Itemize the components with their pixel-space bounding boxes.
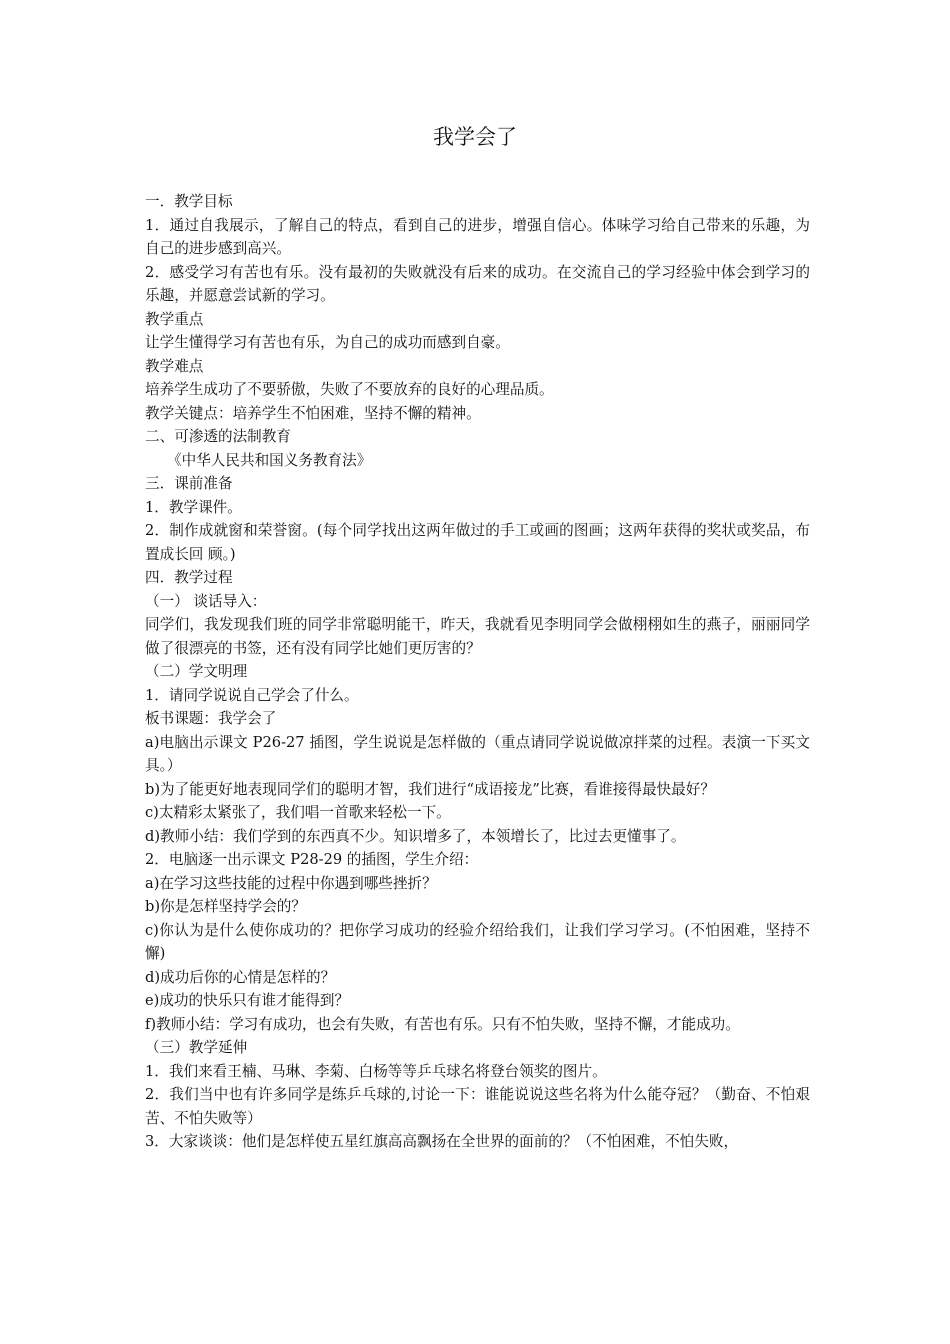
paragraph: 1．我们来看王楠、马琳、李菊、白杨等等乒乓球名将登台领奖的图片。 <box>145 1062 607 1080</box>
document-title: 我学会了 <box>433 125 517 149</box>
subheading: （三）教学延伸 <box>145 1039 248 1056</box>
paragraph: c)你认为是什么使你成功的？把你学习成功的经验介绍给我们，让我们学习学习。(不怕困难，坚持不懈) <box>145 921 810 962</box>
paragraph: 2．我们当中也有许多同学是练乒乓球的,讨论一下：谁能说说这些名将为什么能夺冠？（勤奋、不怕艰苦、不怕失败等） <box>145 1086 810 1127</box>
section-heading: 二、可渗透的法制教育 <box>145 428 291 445</box>
paragraph: 同学们，我发现我们班的同学非常聪明能干，昨天，我就看见李明同学会做栩栩如生的燕子，丽丽同学做了很漂亮的书签，还有没有同学比她们更厉害的？ <box>145 616 810 657</box>
paragraph: 让学生懂得学习有苦也有乐，为自己的成功而感到自豪。 <box>145 334 510 351</box>
paragraph: a)电脑出示课文 P26-27 插图，学生说说是怎样做的（重点请同学说说做凉拌菜的过程。表演一下买文具。） <box>145 733 810 774</box>
paragraph: b)你是怎样坚持学会的？ <box>145 898 306 915</box>
subheading: 教学重点 <box>145 310 204 328</box>
paragraph: 1．请同学说说自己学会了什么。 <box>145 686 359 704</box>
paragraph: 板书课题：我学会了 <box>145 710 277 727</box>
paragraph: 1．通过自我展示，了解自己的特点，看到自己的进步，增强自信心。体味学习给自己带来的乐趣，为自己的进步感到高兴。 <box>145 216 810 257</box>
subheading: （一） 谈话导入： <box>145 592 267 610</box>
paragraph: 2．制作成就窗和荣誉窗。(每个同学找出这两年做过的手工或画的图画；这两年获得的奖状或奖品，布置成长回 顾。) <box>145 522 810 563</box>
paragraph: 1．教学课件。 <box>145 498 242 516</box>
paragraph: 《中华人民共和国义务教育法》 <box>167 451 372 469</box>
subheading: （二）学文明理 <box>145 663 248 680</box>
paragraph: c)太精彩太紧张了，我们唱一首歌来轻松一下。 <box>145 804 451 821</box>
paragraph: e)成功的快乐只有谁才能得到？ <box>145 992 350 1009</box>
paragraph: d)成功后你的心情是怎样的？ <box>145 968 336 986</box>
paragraph: 2．电脑逐一出示课文 P28-29 的插图，学生介绍： <box>145 851 479 868</box>
paragraph: 培养学生成功了不要骄傲，失败了不要放弃的良好的心理品质。 <box>145 381 554 398</box>
paragraph: a)在学习这些技能的过程中你遇到哪些挫折？ <box>145 874 437 892</box>
paragraph: 3．大家谈谈：他们是怎样使五星红旗高高飘扬在全世界的面前的？（不怕困难，不怕失败， <box>145 1133 739 1150</box>
section-heading: 四．教学过程 <box>145 569 233 586</box>
paragraph: f)教师小结：学习有成功，也会有失败，有苦也有乐。只有不怕失败，坚持不懈，才能成功。 <box>145 1015 740 1033</box>
paragraph: b)为了能更好地表现同学们的聪明才智，我们进行“成语接龙”比赛，看谁接得最快最好？ <box>145 780 715 798</box>
paragraph: 2．感受学习有苦也有乐。没有最初的失败就没有后来的成功。在交流自己的学习经验中体会到学习的乐趣，并愿意尝试新的学习。 <box>145 263 810 304</box>
section-heading: 一．教学目标 <box>145 193 233 210</box>
paragraph: d)教师小结：我们学到的东西真不少。知识增多了，本领增长了，比过去更懂事了。 <box>145 827 686 845</box>
subheading: 教学难点 <box>145 357 204 375</box>
paragraph: 教学关键点：培养学生不怕困难，坚持不懈的精神。 <box>145 404 481 422</box>
document-body <box>145 190 810 1154</box>
section-heading: 三．课前准备 <box>145 475 233 492</box>
